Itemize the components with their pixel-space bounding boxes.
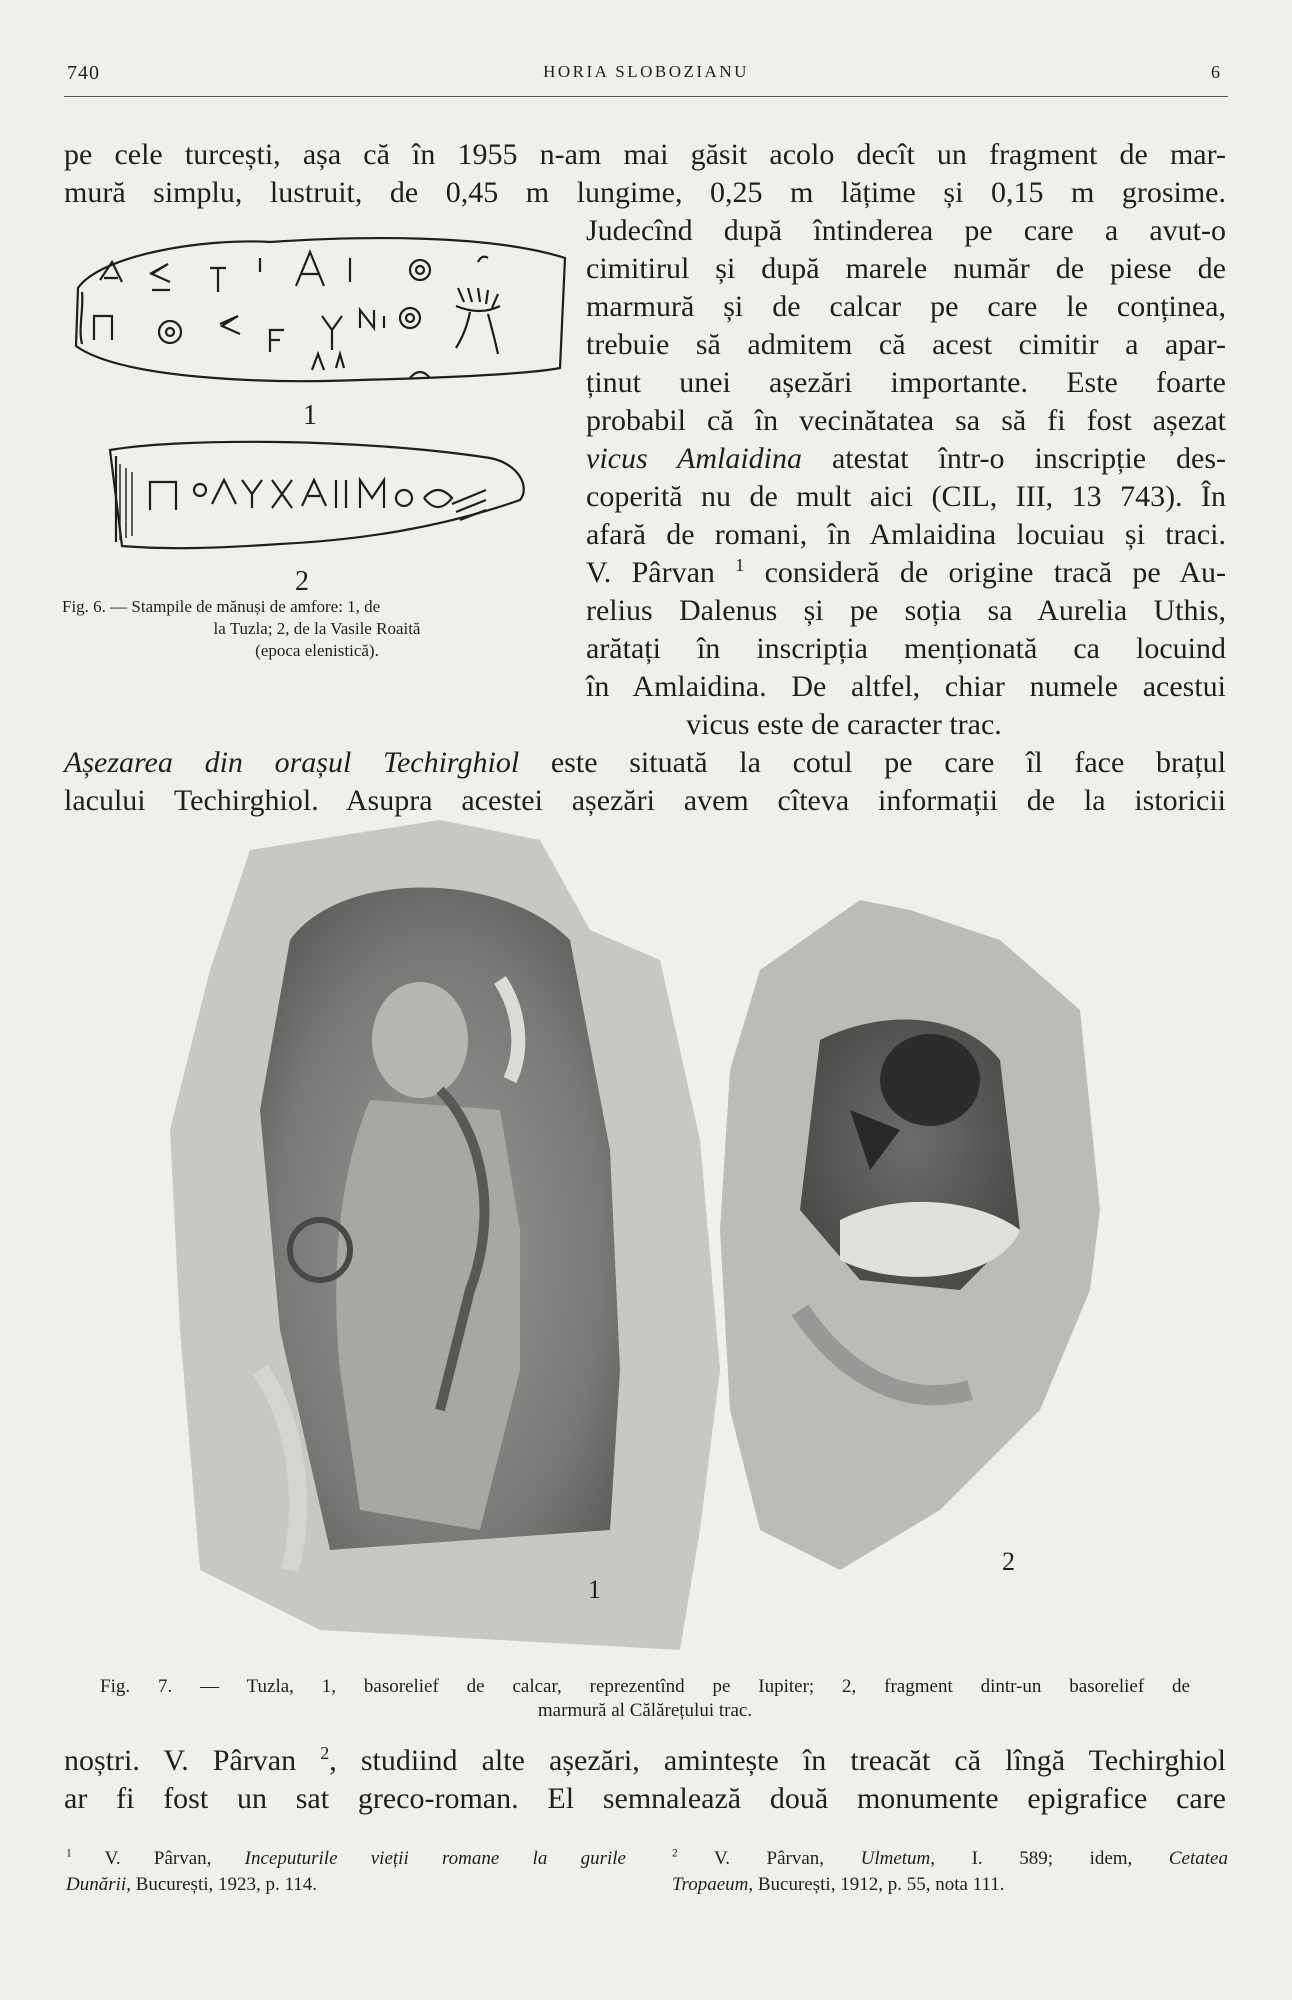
center-line: vicus este de caracter trac. xyxy=(686,708,1002,741)
header-rule xyxy=(64,96,1228,97)
footnote-1 xyxy=(66,1846,626,1898)
issue-mark: 6 xyxy=(1211,62,1220,82)
page-number: 740 xyxy=(67,62,100,84)
text-line: probabil că în vecinătatea sa să fi fost așezat xyxy=(586,404,1226,437)
stamp-2-drawing xyxy=(110,442,524,548)
stamp-1-drawing xyxy=(76,238,565,381)
paragraph3-line-2: ar fi fost un sat greco-roman. El semnalează două monumente epigrafice care xyxy=(64,1782,1226,1815)
footnote-line: $^2$ V. Pârvan, Ulmetum, I. 589; idem, Cetatea xyxy=(672,1847,1228,1869)
footnote-line: Tropaeum, București, 1912, p. 55, nota 111. xyxy=(672,1874,1005,1895)
text-line: ținut unei așezări importante. Este foarte xyxy=(586,366,1226,399)
running-header xyxy=(0,62,1292,102)
footnote-line: Dunării, București, 1923, p. 114. xyxy=(66,1874,318,1895)
relief-2-thracian-rider xyxy=(720,900,1100,1570)
italic-phrase: vicus Amlaidina xyxy=(586,442,803,475)
caption-line: la Tuzla; 2, de la Vasile Roaită xyxy=(213,619,421,638)
intro-line-2: mură simplu, lustruit, de 0,45 m lungime, 0,25 m lățime și 0,15 m grosime. xyxy=(64,176,1226,209)
text-line: în Amlaidina. De altfel, chiar numele acestui xyxy=(586,670,1226,703)
caption-line: (epoca elenistică). xyxy=(255,641,379,660)
text-line: trebuie să admitem că acest cimitir a apar- xyxy=(586,328,1226,361)
footnote-ref[interactable]: 1 xyxy=(735,555,745,575)
caption-line: Fig. 7. — Tuzla, 1, basorelief de calcar, reprezentînd pe Iupiter; 2, fragment dintr-un basorelief de xyxy=(100,1676,1190,1697)
footnote-ref[interactable]: 2 xyxy=(320,1743,330,1763)
caption-line: Fig. 6. — Stampile de mănuși de amfore: 1, de xyxy=(62,597,381,616)
text-line: arătați în inscripția menționată ca locuind xyxy=(586,632,1226,665)
caption-line: marmură al Călărețului trac. xyxy=(537,1700,753,1721)
figure-7-caption xyxy=(100,1675,1190,1723)
relief-photographs xyxy=(140,810,1200,1670)
stamp-drawings xyxy=(60,228,570,600)
running-author: HORIA SLOBOZIANU xyxy=(543,62,749,81)
text-line-italic: vicus Amlaidina atestat într-o inscripție des- xyxy=(586,442,1226,475)
text-line: Judecînd după întinderea pe care a avut-o xyxy=(586,214,1226,247)
relief-1-jupiter xyxy=(170,820,720,1650)
right-column-text xyxy=(586,212,1226,706)
stamp-1-number: 1 xyxy=(303,400,317,431)
text-line: relius Dalenus și pe soția sa Aurelia Uthis, xyxy=(586,594,1226,627)
text-line: afară de romani, în Amlaidina locuiau și traci. xyxy=(586,518,1226,551)
paragraph2-line-1: Așezarea din orașul Techirghiol este situată la cotul pe care îl face brațul xyxy=(64,746,1226,779)
figure-6-caption xyxy=(62,596,572,662)
text-line: coperită nu de mult aici (CIL, III, 13 743). În xyxy=(586,480,1226,513)
text-line: marmură și de calcar pe care le conținea, xyxy=(586,290,1226,323)
intro-line-1: pe cele turcești, așa că în 1955 n-am mai găsit acolo decît un fragment de mar- xyxy=(64,138,1226,171)
italic-heading: Așezarea din orașul Techirghiol xyxy=(64,746,520,779)
text-line-footnote: V. Pârvan $^1$ consideră de origine tracă pe Au- xyxy=(586,555,1226,589)
paragraph3-line-1: noștri. V. Pârvan $^2$, studiind alte așezări, amintește în treacăt că lîngă Techirghiol xyxy=(64,1743,1226,1777)
footnote-2 xyxy=(672,1846,1228,1898)
text-line: cimitirul și după marele număr de piese de xyxy=(586,252,1226,285)
relief-1-label: 1 xyxy=(588,1575,601,1604)
paragraph2-line-2: lacului Techirghiol. Asupra acestei așezări avem cîteva informații de la istoricii xyxy=(64,784,1226,817)
stamp-2-number: 2 xyxy=(295,566,309,597)
relief-2-label: 2 xyxy=(1002,1547,1015,1576)
figure-7 xyxy=(140,810,1200,1670)
footnote-line: $^1$ V. Pârvan, Inceputurile vieții romane la gurile xyxy=(66,1847,626,1869)
